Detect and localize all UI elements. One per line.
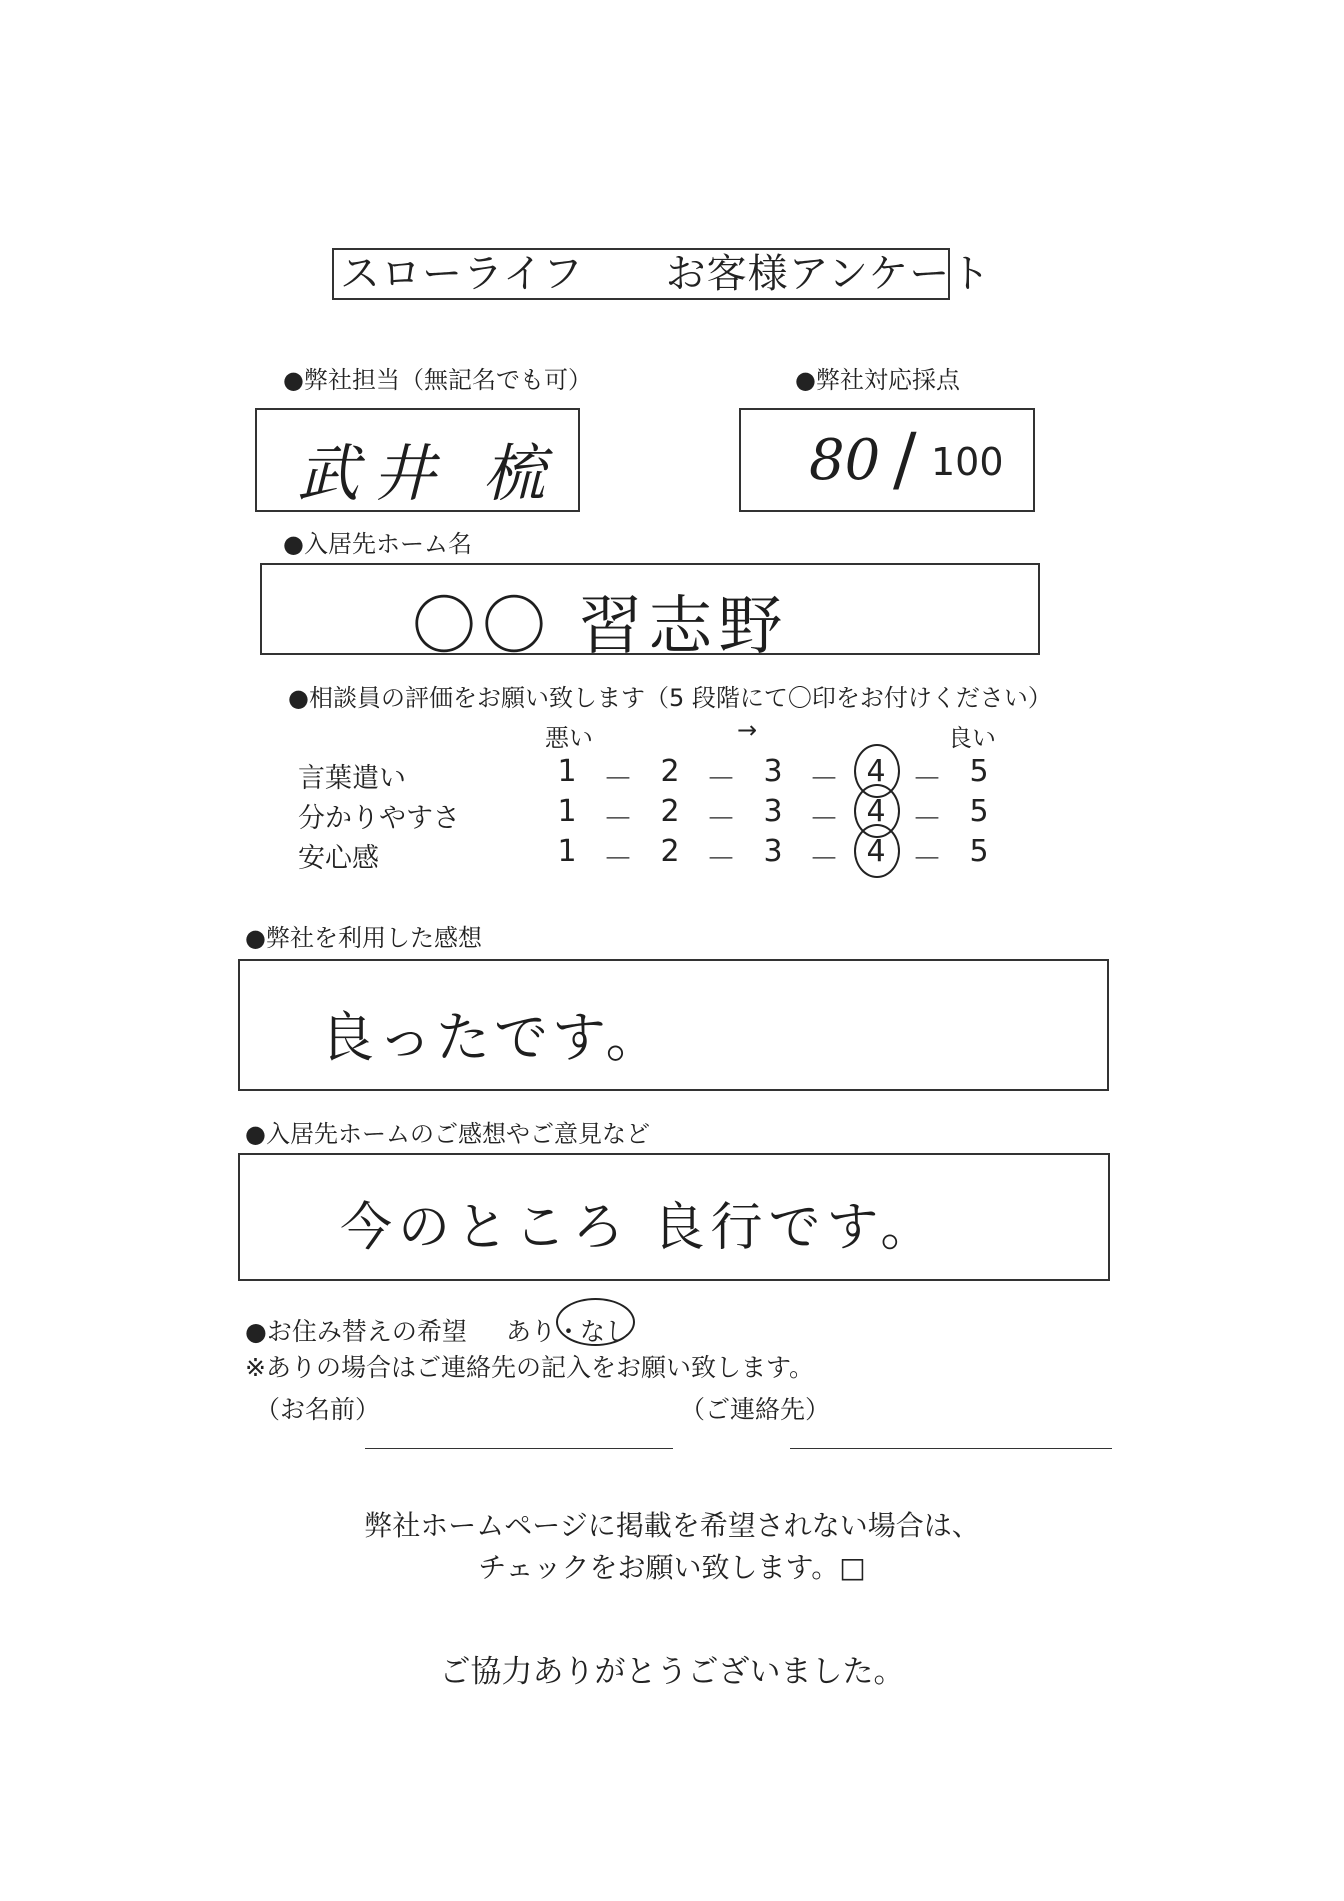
survey-title: スローライフ お客様アンケート bbox=[332, 248, 950, 300]
rating-row-label: 分かりやすさ bbox=[298, 803, 460, 834]
staff-value: 武井 梳 bbox=[297, 437, 559, 510]
scale-arrow: → bbox=[737, 716, 758, 744]
homepage-note-line2: チェックをお願い致します。 bbox=[478, 1551, 840, 1584]
homepage-checkbox[interactable]: □ bbox=[839, 1551, 866, 1584]
rating-option-2[interactable]: 2 bbox=[660, 834, 680, 869]
rating-dash: － bbox=[912, 762, 942, 797]
rating-dash: － bbox=[603, 762, 633, 797]
home-label: ●入居先ホーム名 bbox=[283, 530, 472, 558]
relocation-no[interactable]: なし bbox=[580, 1317, 631, 1346]
contact-input-line[interactable] bbox=[790, 1448, 1112, 1449]
rating-dash: － bbox=[706, 842, 736, 877]
rating-option-2[interactable]: 2 bbox=[660, 794, 680, 829]
name-input-line[interactable] bbox=[365, 1448, 673, 1449]
impression-label: ●弊社を利用した感想 bbox=[245, 924, 482, 952]
relocation-yes[interactable]: あり bbox=[506, 1317, 557, 1346]
rating-dash: － bbox=[603, 802, 633, 837]
score-label: ●弊社対応採点 bbox=[795, 366, 960, 394]
rating-option-4[interactable]: 4 bbox=[866, 794, 886, 829]
rating-dash: － bbox=[706, 762, 736, 797]
rating-option-2[interactable]: 2 bbox=[660, 754, 680, 789]
score-value: 80 bbox=[809, 428, 881, 493]
selection-circle bbox=[556, 1298, 635, 1346]
score-max: 100 bbox=[931, 440, 1004, 484]
rating-dash: － bbox=[603, 842, 633, 877]
thanks-message: ご協力ありがとうございました。 bbox=[439, 1654, 905, 1690]
home-field[interactable] bbox=[260, 563, 1040, 664]
scale-bad-label: 悪い bbox=[545, 724, 593, 752]
rating-option-3[interactable]: 3 bbox=[763, 794, 783, 829]
rating-option-5[interactable]: 5 bbox=[969, 834, 989, 869]
evaluation-label: ●相談員の評価をお願い致します（5 段階にて〇印をお付けください） bbox=[288, 684, 1052, 712]
homepage-note-line1: 弊社ホームページに掲載を希望されない場合は、 bbox=[364, 1509, 980, 1542]
rating-dash: － bbox=[912, 842, 942, 877]
rating-row-label: 言葉遣い bbox=[298, 763, 406, 794]
rating-selection-circle bbox=[854, 824, 900, 878]
score-field[interactable] bbox=[739, 408, 1035, 512]
relocation-label: ●お住み替えの希望 bbox=[245, 1317, 467, 1346]
relocation-separator: ・ bbox=[556, 1317, 582, 1346]
rating-row-label: 安心感 bbox=[298, 843, 379, 874]
impression-value: 良ったです。 bbox=[320, 1006, 664, 1069]
staff-field[interactable] bbox=[255, 408, 580, 512]
rating-dash: － bbox=[809, 802, 839, 837]
rating-dash: － bbox=[809, 842, 839, 877]
rating-option-3[interactable]: 3 bbox=[763, 834, 783, 869]
rating-option-5[interactable]: 5 bbox=[969, 794, 989, 829]
contact-label: （ご連絡先） bbox=[680, 1395, 831, 1424]
staff-label: ●弊社担当（無記名でも可） bbox=[283, 366, 592, 394]
impression-field[interactable] bbox=[238, 959, 1109, 1091]
rating-option-1[interactable]: 1 bbox=[557, 834, 577, 869]
rating-option-4[interactable]: 4 bbox=[866, 754, 886, 789]
home-opinion-value: 今のところ 良行です。 bbox=[340, 1198, 939, 1258]
rating-dash: － bbox=[809, 762, 839, 797]
rating-option-1[interactable]: 1 bbox=[557, 754, 577, 789]
rating-option-4[interactable]: 4 bbox=[866, 834, 886, 869]
home-opinion-field[interactable] bbox=[238, 1153, 1110, 1281]
rating-option-1[interactable]: 1 bbox=[557, 794, 577, 829]
rating-dash: － bbox=[706, 802, 736, 837]
homepage-note-line2-row bbox=[0, 1546, 1344, 1586]
name-label: （お名前） bbox=[255, 1395, 381, 1424]
scale-good-label: 良い bbox=[948, 724, 996, 752]
rating-option-5[interactable]: 5 bbox=[969, 754, 989, 789]
rating-dash: － bbox=[912, 802, 942, 837]
score-slash: / bbox=[893, 418, 917, 500]
home-opinion-label: ●入居先ホームのご感想やご意見など bbox=[245, 1120, 650, 1148]
rating-option-3[interactable]: 3 bbox=[763, 754, 783, 789]
relocation-note: ※ありの場合はご連絡先の記入をお願い致します。 bbox=[245, 1353, 814, 1382]
home-value: 〇〇 習志野 bbox=[412, 590, 789, 664]
